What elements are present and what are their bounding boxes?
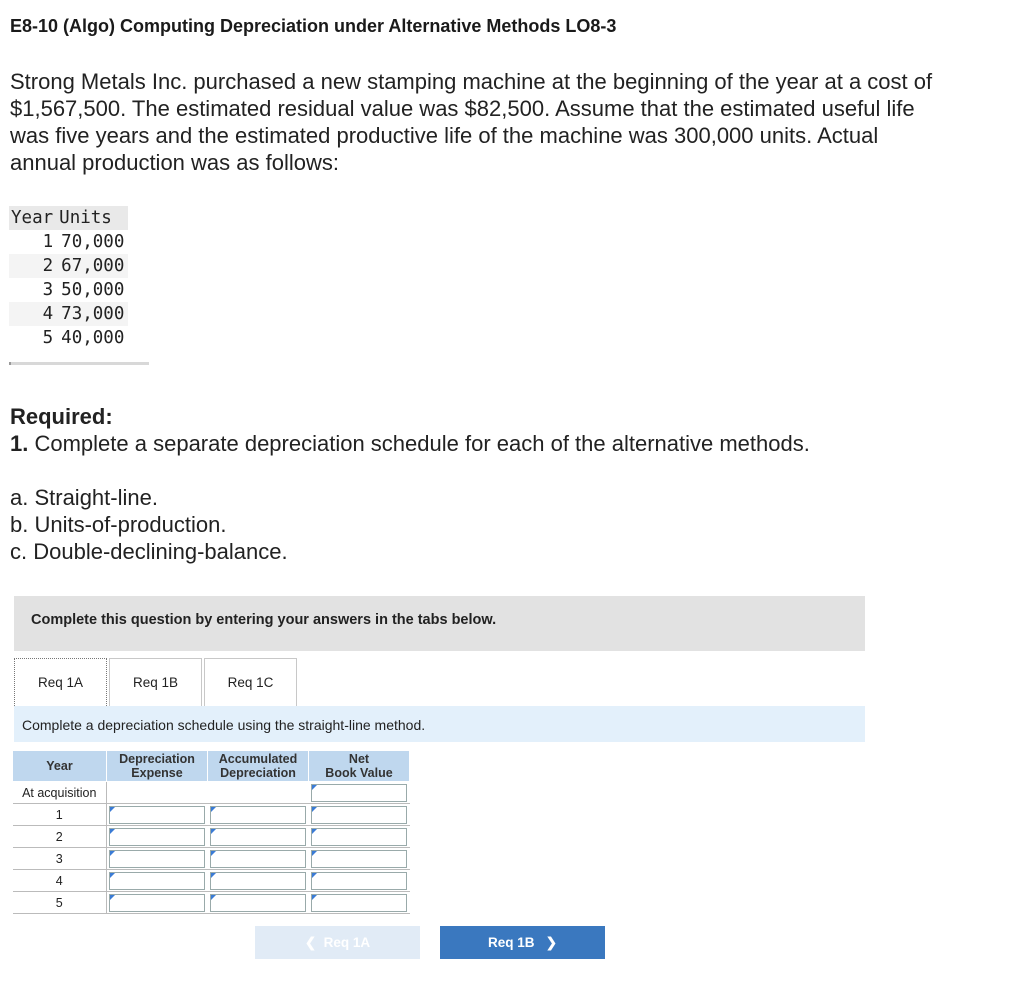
net-book-value-input[interactable] bbox=[311, 784, 407, 802]
depreciation-expense-input[interactable] bbox=[109, 872, 205, 890]
accumulated-depreciation-input[interactable] bbox=[210, 850, 306, 868]
method-units-of-production: b. Units-of-production. bbox=[10, 512, 227, 537]
row-year-label: 4 bbox=[13, 870, 107, 892]
chevron-right-icon: ❯ bbox=[545, 935, 558, 950]
accumulated-depreciation-cell bbox=[208, 782, 309, 804]
net-book-value-input[interactable] bbox=[311, 828, 407, 846]
chevron-left-icon: ❮ bbox=[304, 935, 317, 950]
method-double-declining: c. Double-declining-balance. bbox=[10, 539, 288, 564]
row-year-label: 2 bbox=[13, 826, 107, 848]
accumulated-depreciation-input[interactable] bbox=[210, 894, 306, 912]
required-item bbox=[10, 431, 810, 457]
production-units: 73,000 bbox=[57, 302, 128, 326]
row-year-label: At acquisition bbox=[13, 782, 107, 804]
depreciation-schedule bbox=[12, 750, 410, 914]
header-accumulated-depreciation: Accumulated Depreciation bbox=[208, 751, 309, 782]
depreciation-expense-cell bbox=[107, 782, 208, 804]
depreciation-expense-input[interactable] bbox=[109, 850, 205, 868]
method-straight-line: a. Straight-line. bbox=[10, 485, 158, 510]
production-year: 1 bbox=[42, 232, 54, 252]
production-year: 4 bbox=[9, 302, 57, 326]
row-year-label: 3 bbox=[13, 848, 107, 870]
production-year: 5 bbox=[42, 328, 54, 348]
methods-list bbox=[10, 484, 288, 565]
tab-req-1b[interactable]: Req 1B bbox=[109, 658, 202, 706]
net-book-value-input[interactable] bbox=[311, 872, 407, 890]
depreciation-expense-input[interactable] bbox=[109, 828, 205, 846]
accumulated-depreciation-input[interactable] bbox=[210, 806, 306, 824]
required-heading: Required: bbox=[10, 404, 113, 429]
production-year: 3 bbox=[42, 280, 54, 300]
row-year-label: 1 bbox=[13, 804, 107, 826]
production-units: 50,000 bbox=[61, 280, 125, 300]
production-table-divider bbox=[9, 362, 149, 365]
prev-label: Req 1A bbox=[323, 935, 371, 950]
next-button[interactable] bbox=[440, 926, 605, 959]
production-header-units: Units bbox=[57, 206, 128, 230]
production-units: 67,000 bbox=[57, 254, 128, 278]
banner-text: Complete this question by entering your answers in the tabs below. bbox=[31, 612, 497, 628]
production-year: 2 bbox=[9, 254, 57, 278]
net-book-value-input[interactable] bbox=[311, 806, 407, 824]
tab-req-1a[interactable]: Req 1A bbox=[14, 658, 107, 706]
tab-instruction bbox=[14, 706, 865, 742]
net-book-value-cell bbox=[309, 782, 410, 804]
required-number: 1. bbox=[10, 431, 29, 456]
depreciation-expense-input[interactable] bbox=[109, 806, 205, 824]
problem-intro: Strong Metals Inc. purchased a new stamping machine at the beginning of the year at a cost of $1,567,500. The estimated residual value was $82,500. Assume that the estimated useful life was five years and the estimated productive life of the machine was 300,000 units. Actual annual production was as follows: bbox=[10, 69, 933, 175]
net-book-value-input[interactable] bbox=[311, 850, 407, 868]
prev-button[interactable] bbox=[255, 926, 420, 959]
header-net-book-value: Net Book Value bbox=[309, 751, 410, 782]
row-year-label: 5 bbox=[13, 892, 107, 914]
production-header-year: Year bbox=[9, 206, 57, 230]
header-depreciation-expense: Depreciation Expense bbox=[107, 751, 208, 782]
header-year: Year bbox=[13, 751, 107, 782]
problem-title: E8-10 (Algo) Computing Depreciation under Alternative Methods LO8-3 bbox=[10, 16, 617, 36]
production-units: 70,000 bbox=[61, 232, 125, 252]
next-label: Req 1B bbox=[487, 935, 535, 950]
accumulated-depreciation-input[interactable] bbox=[210, 828, 306, 846]
production-units: 40,000 bbox=[61, 328, 125, 348]
depreciation-expense-input[interactable] bbox=[109, 894, 205, 912]
net-book-value-input[interactable] bbox=[311, 894, 407, 912]
accumulated-depreciation-input[interactable] bbox=[210, 872, 306, 890]
instructions-banner bbox=[14, 596, 865, 651]
instruction-text: Complete a depreciation schedule using the straight-line method. bbox=[22, 717, 426, 733]
required-text: Complete a separate depreciation schedule for each of the alternative methods. bbox=[34, 431, 810, 456]
tab-req-1c[interactable]: Req 1C bbox=[204, 658, 297, 706]
production-table bbox=[9, 206, 128, 350]
